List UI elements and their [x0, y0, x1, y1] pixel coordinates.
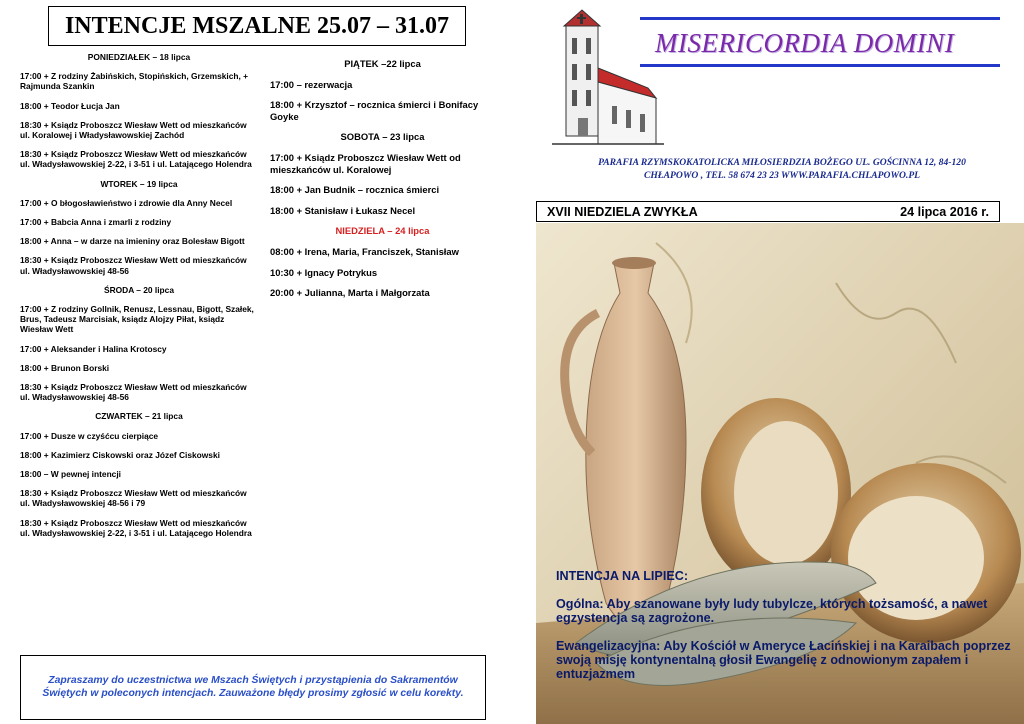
mass-intention: 18:00 + Anna – w darze na imieniny oraz Bolesław Bigott: [20, 236, 245, 247]
mass-intention: 17:00 + Ksiądz Proboszcz Wiesław Wett od mieszkańców ul. Koralowej: [270, 151, 461, 175]
mass-intention: 17:00 + O błogosławieństwo i zdrowie dla Anny Necel: [20, 197, 233, 208]
mass-intention: 18:00 + Krzysztof – rocznica śmierci i Bonifacy Goyke: [270, 99, 479, 122]
mass-intention: 18:00 + Stanisław i Łukasz Necel: [270, 204, 416, 216]
mass-intention: 17:00 + Dusze w czyśćcu cierpiące: [20, 430, 159, 441]
mass-intention: 18:30 + Ksiądz Proboszcz Wiesław Wett od mieszkańców ul. Władysławowskiej 48-56: [20, 382, 247, 403]
sunday-name: XVII NIEDZIELA ZWYKŁA: [547, 204, 698, 219]
mass-intention: 18:30 + Ksiądz Proboszcz Wiesław Wett od mieszkańców ul. Władysławowskiej 48-56: [20, 255, 247, 276]
church-icon: [552, 6, 664, 154]
parish-line-1: PARAFIA RZYMSKOKATOLICKA MIŁOSIERDZIA BOŻEGO UL. GOŚCINNA 12, 84-120: [598, 157, 966, 168]
page-title: INTENCJE MSZALNE 25.07 – 31.07: [48, 6, 466, 46]
mass-intention: 17:00 + Z rodziny Żabińskich, Stopińskich, Grzemskich, + Rajmunda Szankin: [20, 71, 249, 92]
intention-general: Ogólna: Aby szanowane były ludy tubylcze, których tożsamość, a nawet egzystencja są zagrożone.: [556, 597, 988, 625]
day-heading: CZWARTEK – 21 lipca: [95, 411, 183, 422]
mass-intention: 18:00 – W pewnej intencji: [20, 469, 121, 480]
mass-intention: 18:30 + Ksiądz Proboszcz Wiesław Wett od mieszkańców ul. Władysławowskiej 48-56 i 79: [20, 488, 247, 509]
mass-intention: 18:00 + Kazimierz Ciskowski oraz Józef Ciskowski: [20, 449, 220, 460]
day-heading: ŚRODA – 20 lipca: [104, 284, 174, 295]
day-heading: SOBOTA – 23 lipca: [340, 131, 425, 143]
intentions-column-right: [270, 56, 495, 308]
mass-intention: 08:00 + Irena, Maria, Franciszek, Stanisław: [270, 245, 459, 257]
intention-evangelization: Ewangelizacyjna: Aby Kościół w Ameryce Łacińskiej i na Karaibach poprzez swoją misję kontynentalną głosił Ewangelię z odnowionym zapałem i entuzjazmem: [556, 639, 1011, 681]
top-rule: [640, 17, 1000, 20]
mass-intention: 10:30 + Ignacy Potrykus: [270, 266, 378, 278]
day-heading: PIĄTEK –22 lipca: [344, 58, 421, 69]
mass-intention: 18:00 + Teodor Łucja Jan: [20, 100, 120, 111]
intention-title: INTENCJA NA LIPIEC:: [556, 569, 689, 583]
parish-address: [552, 156, 1012, 182]
parish-line-2: CHŁAPOWO , TEL. 58 674 23 23 WWW.PARAFIA.CHLAPOWO.PL: [643, 170, 921, 181]
mass-intention: 20:00 + Julianna, Marta i Małgorzata: [270, 287, 430, 299]
intentions-column-left: [20, 50, 258, 547]
footer-invitation: Zapraszamy do uczestnictwa we Mszach Świętych i przystąpienia do Sakramentów Świętych w poleconych intencjach. Zauważone błędy prosimy zgłosić w celu korekty.: [20, 655, 486, 720]
mass-intention: 18:30 + Ksiądz Proboszcz Wiesław Wett od mieszkańców ul. Władysławowskiej 2-22, i 3-51 i ul. Latającego Holendra: [20, 149, 252, 170]
day-heading: PONIEDZIAŁEK – 18 lipca: [87, 52, 191, 62]
sunday-header: [536, 201, 1000, 222]
day-heading: WTOREK – 19 lipca: [100, 178, 178, 189]
mass-intention: 18:30 + Ksiądz Proboszcz Wiesław Wett od mieszkańców ul. Koralowej i Władysławowskiej Zachód: [20, 119, 247, 141]
brand-title: MISERICORDIA DOMINI: [655, 28, 955, 58]
day-heading: NIEDZIELA – 24 lipca: [335, 225, 430, 237]
mass-intention: 17:00 + Babcia Anna i zmarli z rodziny: [20, 217, 172, 228]
bottom-rule: [640, 64, 1000, 67]
mass-intention: 18:00 + Brunon Borski: [20, 362, 110, 373]
mass-intention: 18:00 + Jan Budnik – rocznica śmierci: [270, 184, 440, 196]
sunday-date: 24 lipca 2016 r.: [900, 204, 989, 219]
mass-intention: 17:00 – rezerwacja: [270, 78, 353, 90]
monthly-intention: [556, 569, 1016, 695]
mass-intention: 18:30 + Ksiądz Proboszcz Wiesław Wett od mieszkańców ul. Władysławowskiej 2-22, i 3-51 i ul. Latającego Holendra: [20, 517, 252, 538]
mass-intention: 17:00 + Z rodziny Gollnik, Renusz, Lessnau, Bigott, Szałek, Brus, Tadeusz Marcisiak, ksiądz Alojzy Piłat, ksiądz Wiesław Wett: [20, 304, 254, 335]
mass-intention: 17:00 + Aleksander i Halina Krotoscy: [20, 343, 167, 354]
